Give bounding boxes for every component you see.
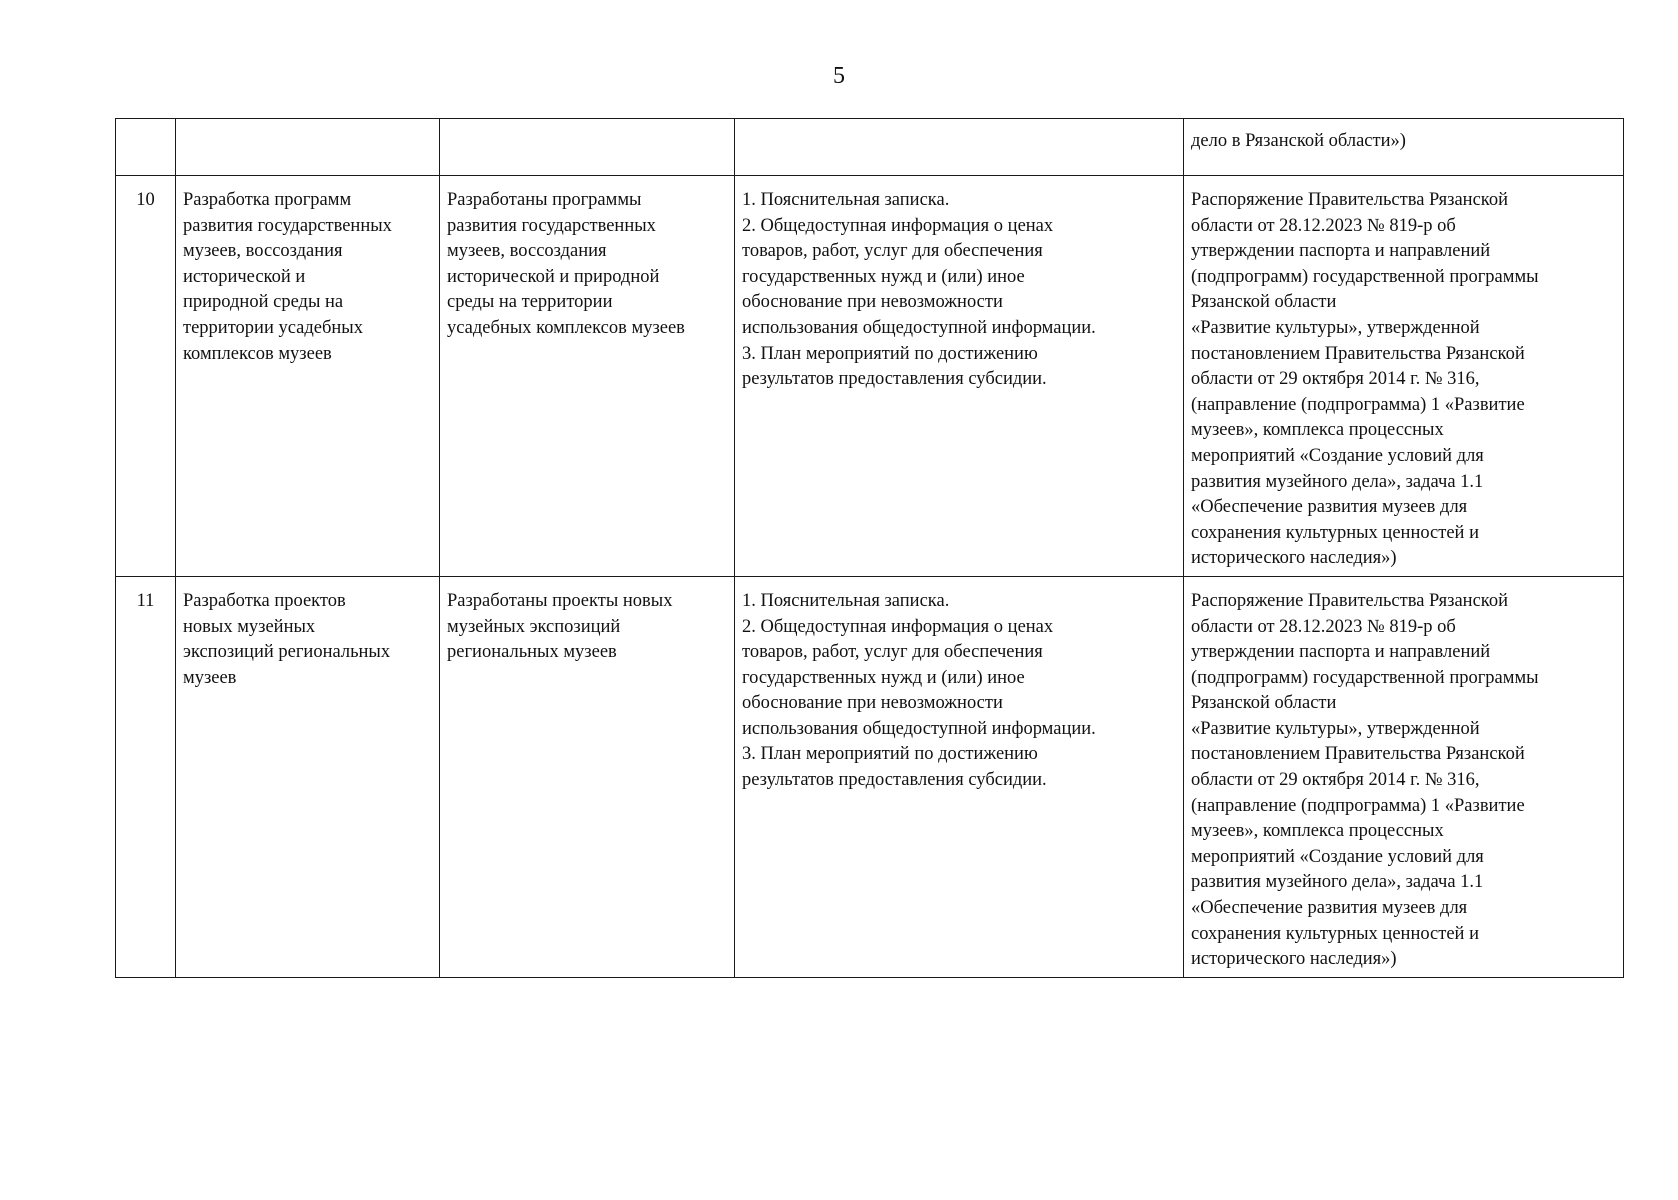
cell-documents: 1. Пояснительная записка. 2. Общедоступная информация о ценах товаров, работ, услуг для обеспечения государственных нужд и (или) иное обоснование при невозможности использования общедоступной информации. 3. План мероприятий по достижению результатов предоставления субсидии. <box>735 576 1184 977</box>
cell-measure-name: Разработка проектов новых музейных экспозиций региональных музеев <box>176 576 440 977</box>
cell-result <box>440 119 735 176</box>
cell-documents: 1. Пояснительная записка. 2. Общедоступная информация о ценах товаров, работ, услуг для обеспечения государственных нужд и (или) иное обоснование при невозможности использования общедоступной информации. 3. План мероприятий по достижению результатов предоставления субсидии. <box>735 176 1184 577</box>
cell-legal-basis: Распоряжение Правительства Рязанской области от 28.12.2023 № 819-р об утверждении паспорта и направлений (подпрограмм) государственной программы Рязанской области «Развитие культуры», утвержденной постановлением Правительства Рязанской области от 29 октября 2014 г. № 316, (направление (подпрограмма) 1 «Развитие музеев», комплекса процессных мероприятий «Создание условий для развития музейного дела», задача 1.1 «Обеспечение развития музеев для сохранения культурных ценностей и исторического наследия») <box>1184 576 1624 977</box>
measures-table <box>115 118 1624 978</box>
cell-measure-name: Разработка программ развития государственных музеев, воссоздания исторической и природной среды на территории усадебных комплексов музеев <box>176 176 440 577</box>
table-row <box>116 576 1624 977</box>
cell-result: Разработаны программы развития государственных музеев, воссоздания исторической и природной среды на территории усадебных комплексов музеев <box>440 176 735 577</box>
cell-documents <box>735 119 1184 176</box>
cell-number: 10 <box>116 176 176 577</box>
cell-result: Разработаны проекты новых музейных экспозиций региональных музеев <box>440 576 735 977</box>
cell-legal-basis: дело в Рязанской области») <box>1184 119 1624 176</box>
table-row-continuation <box>116 119 1624 176</box>
cell-legal-basis: Распоряжение Правительства Рязанской области от 28.12.2023 № 819-р об утверждении паспорта и направлений (подпрограмм) государственной программы Рязанской области «Развитие культуры», утвержденной постановлением Правительства Рязанской области от 29 октября 2014 г. № 316, (направление (подпрограмма) 1 «Развитие музеев», комплекса процессных мероприятий «Создание условий для развития музейного дела», задача 1.1 «Обеспечение развития музеев для сохранения культурных ценностей и исторического наследия») <box>1184 176 1624 577</box>
cell-number: 11 <box>116 576 176 977</box>
table-row <box>116 176 1624 577</box>
page-number: 5 <box>833 63 845 89</box>
cell-number <box>116 119 176 176</box>
cell-measure-name <box>176 119 440 176</box>
